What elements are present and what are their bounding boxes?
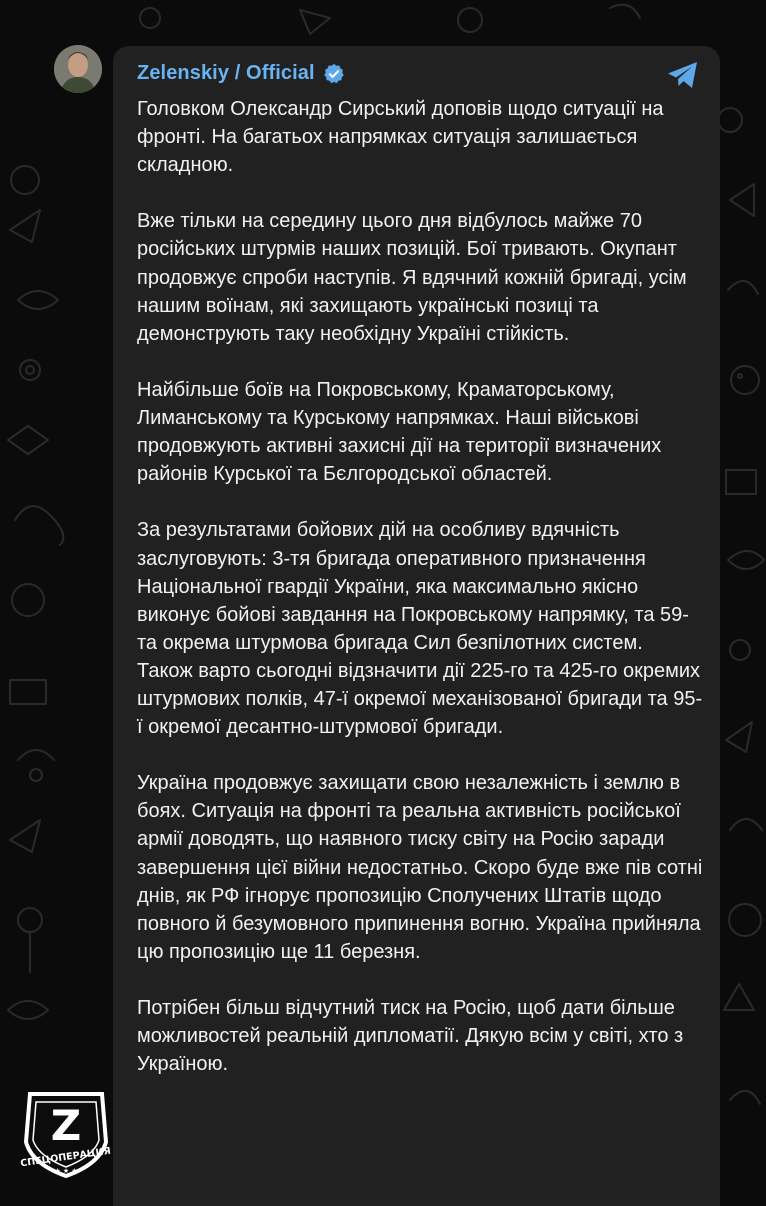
message-text (137, 95, 707, 1106)
watermark-caption: СПЕЦОПЕРАЦИЯ (20, 1145, 112, 1170)
channel-name[interactable]: Zelenskiy / Official (137, 62, 315, 84)
message-paragraph: За результатами бойових дій на особливу вдячність заслуговують: 3-тя бригада оперативного призначення Національної гвардії України, яка максимально якісно виконує бойові завдання на Покровському напрямку, та 59-та окрема штурмова бригада Сил безпілотних систем. (137, 519, 689, 654)
message-paragraph: Найбільше боїв на Покровському, Краматорському, Лиманському та Курському напрямках. Наші військові продовжують активні захисні дії на території визначених районів Курської та Бєлгородської областей. (137, 378, 662, 486)
telegram-icon[interactable] (666, 60, 700, 90)
message-paragraph: Україна продовжує захищати свою незалежність і землю в боях. Ситуація на фронті та реальна активність російської армії доводять, що наявного тиску світу на Росію заради завершення цієї війни недостатньо. Скоро буде вже пів сотні днів, як РФ ігнорує пропозицію Сполучених Штатів щодо повного й безумовного припинення вогню. Україна прийняла цю пропозицію ще 11 березня. (137, 772, 703, 963)
watermark-logo (20, 1088, 112, 1180)
message-paragraph: Вже тільки на середину цього дня відбулось майже 70 російських штурмів наших позицій. Бої тривають. Окупант продовжує спроби наступів. Я вдячний кожній бригаді, усім нашим воїнам, які захищають українські позиці та демонструють таку необхідну Україні стійкість. (137, 210, 687, 345)
svg-text:★ ★ ★: ★ ★ ★ (54, 1167, 78, 1175)
message-paragraph: Також варто сьогодні відзначити дії 225-го та 425-го окремих штурмових полків, 47-ї окремої механізованої бригади та 95-ї окремої десантно-штурмової бригади. (137, 659, 703, 739)
message-paragraph: Потрібен більш відчутний тиск на Росію, щоб дати більше можливостей реальній дипломатії. Дякую всім у світі, хто з Україною. (137, 997, 684, 1076)
channel-avatar[interactable] (54, 45, 102, 93)
message-bubble (113, 46, 720, 1206)
message-header (137, 62, 345, 85)
verified-badge-icon (323, 63, 345, 85)
message-paragraph: Головком Олександр Сирський доповів щодо ситуації на фронті. На багатьох напрямках ситуація залишається складною. (137, 98, 664, 177)
watermark-letter: Z (50, 1101, 82, 1150)
